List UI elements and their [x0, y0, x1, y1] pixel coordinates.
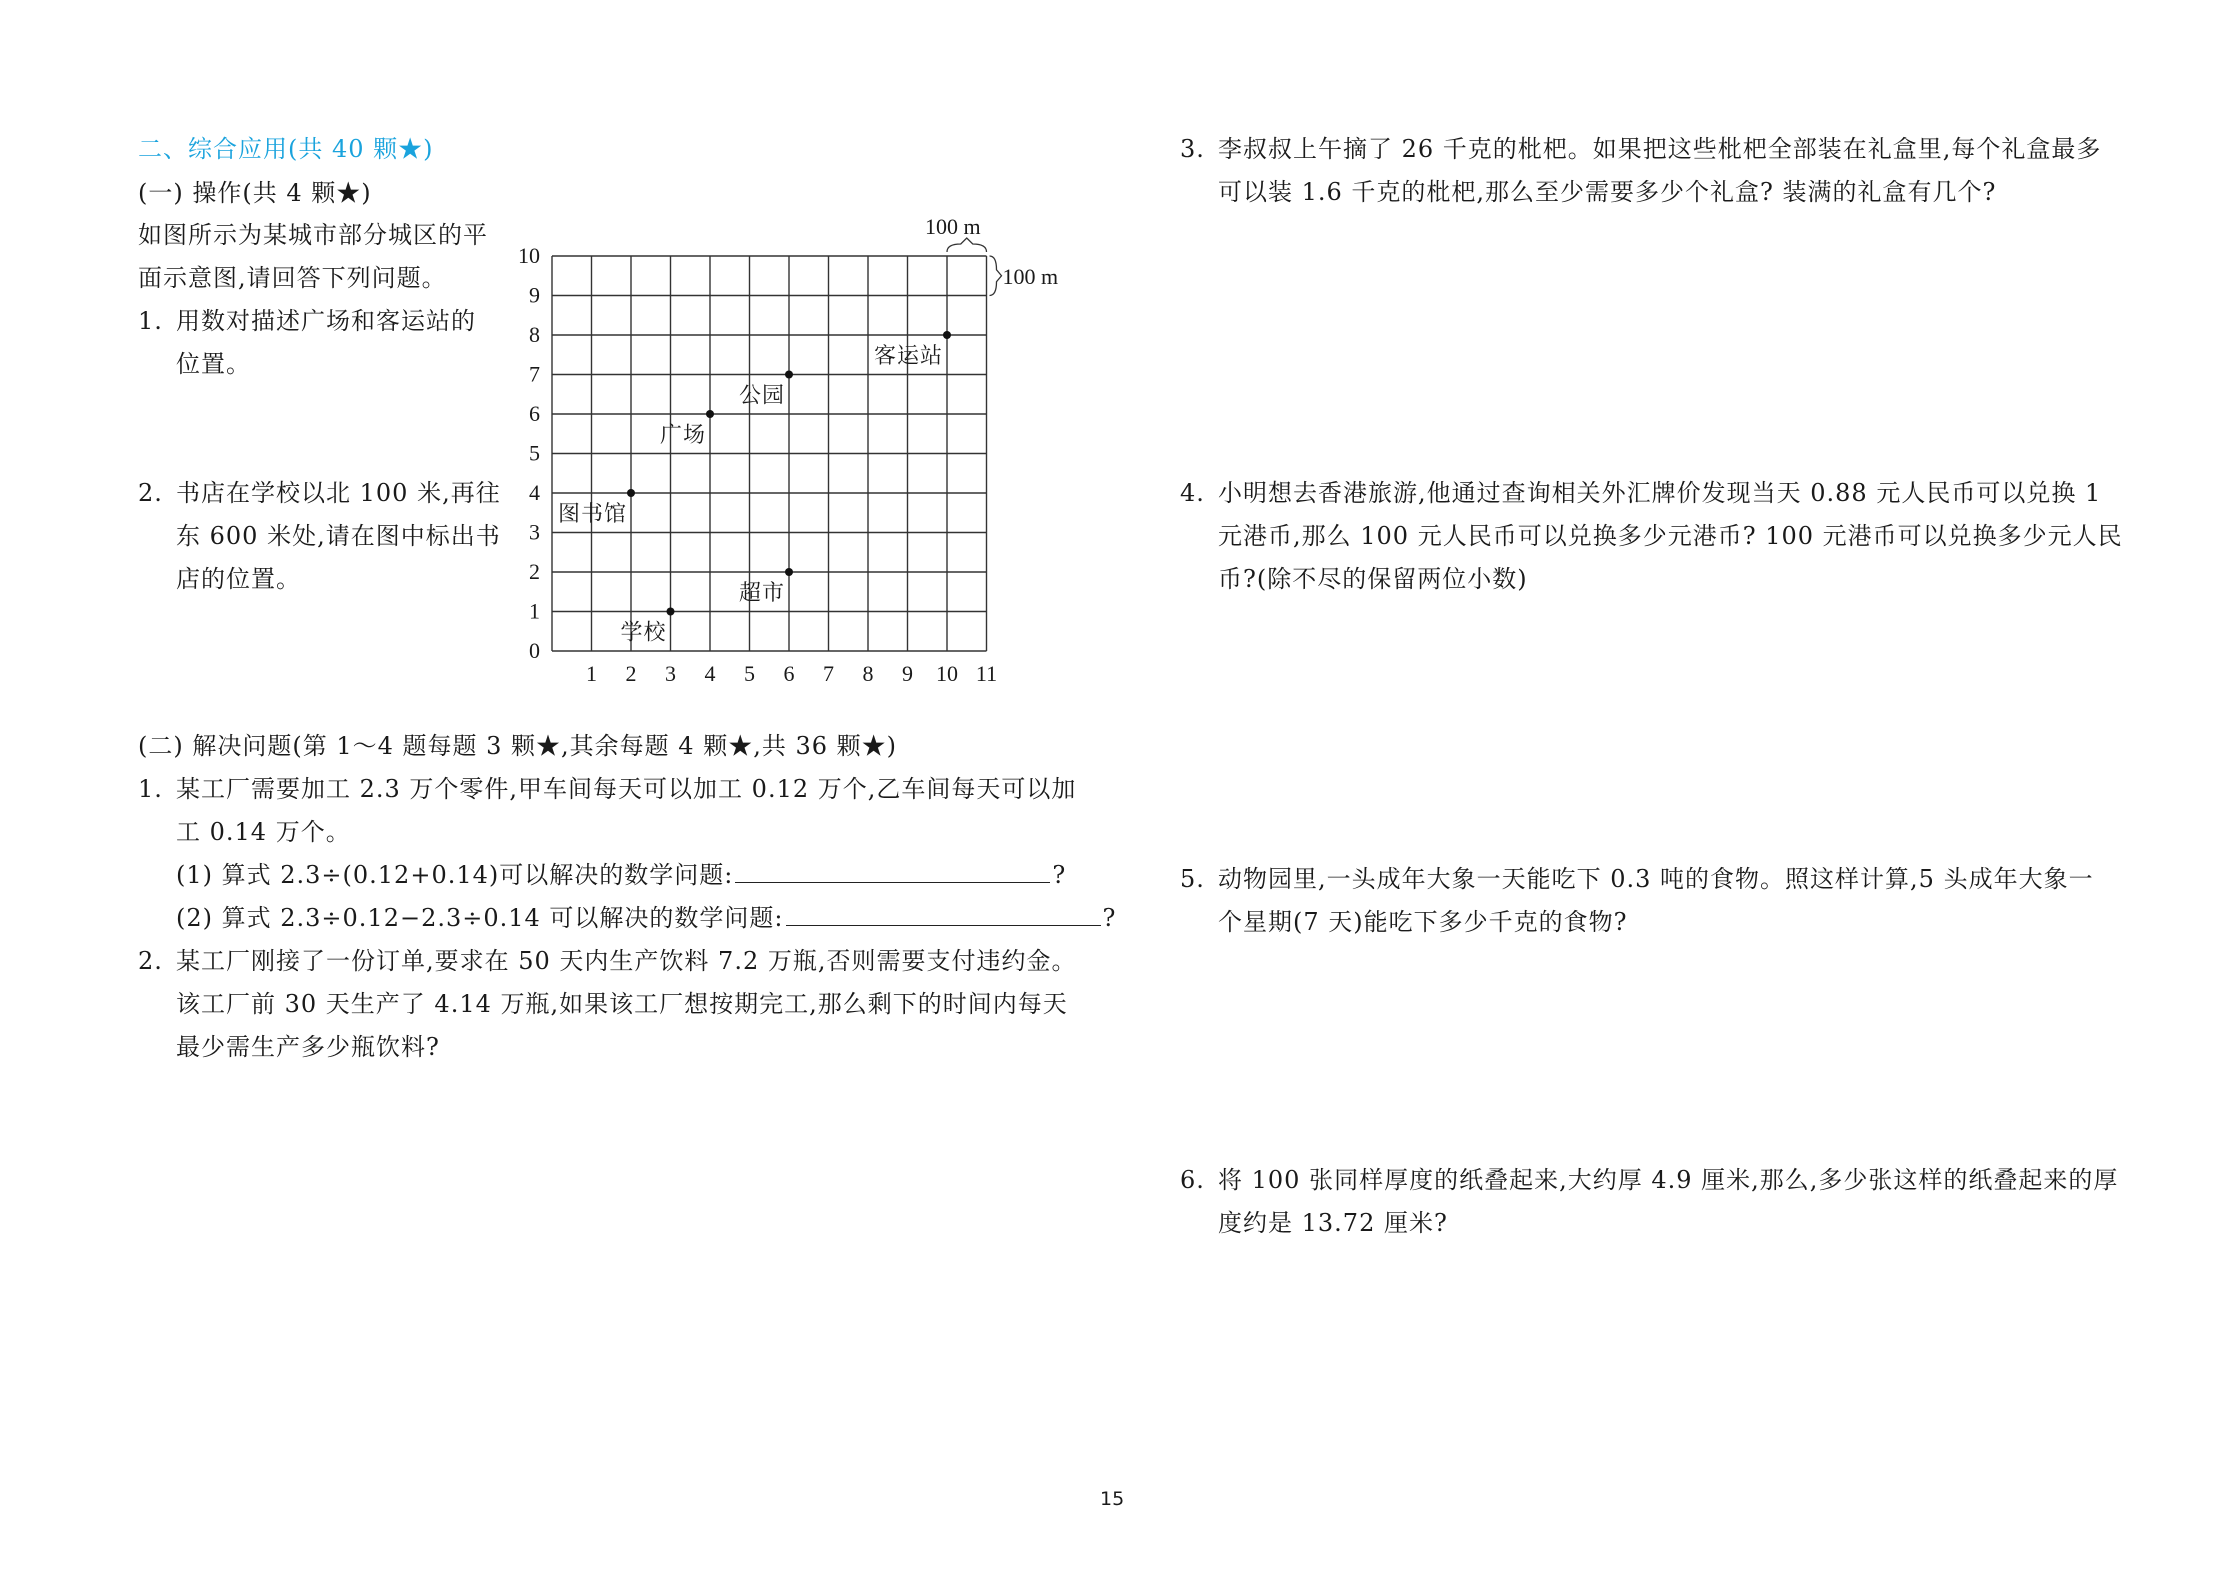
x-tick-label: 6	[783, 661, 795, 686]
x-tick-label: 8	[862, 661, 874, 686]
part2-q1-sub2	[176, 903, 1116, 933]
part1-q2-line-1: 书店在学校以北 100 米,再往	[176, 479, 501, 507]
q5-line-1: 动物园里,一头成年大象一天能吃下 0.3 吨的食物。照这样计算,5 头成年大象一	[1218, 865, 2094, 893]
q5-line-2: 个星期(7 天)能吃下多少千克的食物?	[1218, 908, 1628, 936]
city-grid-map[interactable]	[500, 210, 1059, 690]
location-label: 公园	[738, 382, 785, 408]
q4-line-3: 币?(除不尽的保留两位小数)	[1218, 565, 1528, 593]
location-dot	[943, 331, 951, 339]
q6-line-1: 将 100 张同样厚度的纸叠起来,大约厚 4.9 厘米,那么,多少张这样的纸叠起来的厚	[1218, 1166, 2119, 1194]
x-tick-label: 11	[975, 661, 998, 686]
location-dot	[627, 489, 635, 497]
sub1-end: ?	[1052, 861, 1067, 889]
answer-blank-1[interactable]	[735, 860, 1050, 883]
y-tick-label: 8	[529, 322, 540, 347]
y-tick-label: 10	[518, 243, 540, 268]
part2-q1-line-2: 工 0.14 万个。	[176, 818, 351, 846]
location-label: 客运站	[873, 343, 943, 368]
part1-intro-line-1: 如图所示为某城市部分城区的平	[138, 221, 488, 249]
part2-q1-number: 1.	[138, 775, 163, 803]
grid-points	[558, 331, 951, 645]
part2-q2-line-2: 该工厂前 30 天生产了 4.14 万瓶,如果该工厂想按期完工,那么剩下的时间内每天	[176, 990, 1068, 1018]
q5-number: 5.	[1180, 865, 1205, 893]
x-tick-label: 4	[704, 661, 716, 686]
part2-q2-number: 2.	[138, 947, 163, 975]
part2-heading: (二) 解决问题(第 1～4 题每题 3 颗★,其余每题 4 颗★,共 36 颗★)	[138, 732, 897, 760]
location-dot	[785, 568, 793, 576]
grid-scale	[925, 214, 1058, 296]
location-label: 学校	[620, 619, 667, 645]
location-label: 超市	[738, 580, 785, 605]
y-tick-label: 9	[529, 282, 540, 308]
grid-labels	[518, 243, 997, 686]
x-tick-label: 7	[823, 661, 834, 686]
scale-brace-top	[947, 238, 987, 252]
y-tick-label: 6	[529, 401, 540, 426]
sub2-label: (2) 算式 2.3÷0.12−2.3÷0.14 可以解决的数学问题:	[176, 904, 784, 932]
y-tick-label: 1	[529, 598, 540, 624]
part1-heading: (一) 操作(共 4 颗★)	[138, 179, 372, 207]
scale-brace-right	[990, 256, 1002, 296]
sub1-label: (1) 算式 2.3÷(0.12+0.14)可以解决的数学问题:	[176, 861, 734, 889]
q3-line-1: 李叔叔上午摘了 26 千克的枇杷。如果把这些枇杷全部装在礼盒里,每个礼盒最多	[1218, 135, 2102, 163]
part2-q1-line-1: 某工厂需要加工 2.3 万个零件,甲车间每天可以加工 0.12 万个,乙车间每天可以加	[176, 775, 1077, 803]
part1-intro-line-2: 面示意图,请回答下列问题。	[138, 264, 447, 292]
part1-q2-line-3: 店的位置。	[176, 565, 301, 593]
location-dot	[706, 410, 714, 418]
part1-q1-line-2: 位置。	[176, 350, 251, 378]
y-tick-label: 2	[529, 559, 540, 584]
q4-line-2: 元港币,那么 100 元人民币可以兑换多少元港币? 100 元港币可以兑换多少元人民	[1218, 522, 2123, 550]
part2-q2-line-1: 某工厂刚接了一份订单,要求在 50 天内生产饮料 7.2 万瓶,否则需要支付违约金。	[176, 947, 1077, 975]
x-tick-label: 2	[625, 661, 637, 686]
answer-blank-2[interactable]	[786, 903, 1101, 926]
page-number: 15	[1100, 1488, 1125, 1510]
q6-number: 6.	[1180, 1166, 1205, 1194]
x-tick-label: 3	[665, 661, 676, 686]
scale-top-label: 100 m	[924, 214, 981, 239]
sub2-end: ?	[1102, 904, 1117, 932]
scale-right-label: 100 m	[1002, 263, 1059, 289]
q6-line-2: 度约是 13.72 厘米?	[1218, 1209, 1448, 1237]
location-dot	[785, 371, 793, 379]
q3-number: 3.	[1180, 135, 1205, 163]
location-dot	[667, 608, 675, 616]
location-label: 广场	[659, 422, 706, 447]
part1-q1-line-1: 用数对描述广场和客运站的	[176, 307, 476, 335]
y-tick-label: 7	[529, 361, 540, 387]
part2-q1-sub1	[176, 860, 1066, 890]
y-tick-label: 4	[529, 480, 540, 505]
part2-q2-line-3: 最少需生产多少瓶饮料?	[176, 1033, 440, 1061]
y-tick-label: 5	[529, 440, 540, 466]
location-label: 图书馆	[557, 501, 627, 526]
part1-q2-line-2: 东 600 米处,请在图中标出书	[176, 522, 501, 550]
part1-q1-number: 1.	[138, 307, 163, 335]
y-tick-label: 0	[529, 638, 540, 663]
y-tick-label: 3	[529, 519, 540, 545]
x-tick-label: 1	[586, 661, 597, 686]
x-tick-label: 5	[744, 661, 755, 686]
part1-q2-number: 2.	[138, 479, 163, 507]
section-title: 二、综合应用(共 40 颗★)	[138, 135, 434, 163]
q4-line-1: 小明想去香港旅游,他通过查询相关外汇牌价发现当天 0.88 元人民币可以兑换 1	[1218, 479, 2102, 507]
x-tick-label: 9	[902, 661, 913, 686]
q3-line-2: 可以装 1.6 千克的枇杷,那么至少需要多少个礼盒? 装满的礼盒有几个?	[1218, 178, 1997, 206]
x-tick-label: 10	[936, 661, 958, 686]
q4-number: 4.	[1180, 479, 1205, 507]
